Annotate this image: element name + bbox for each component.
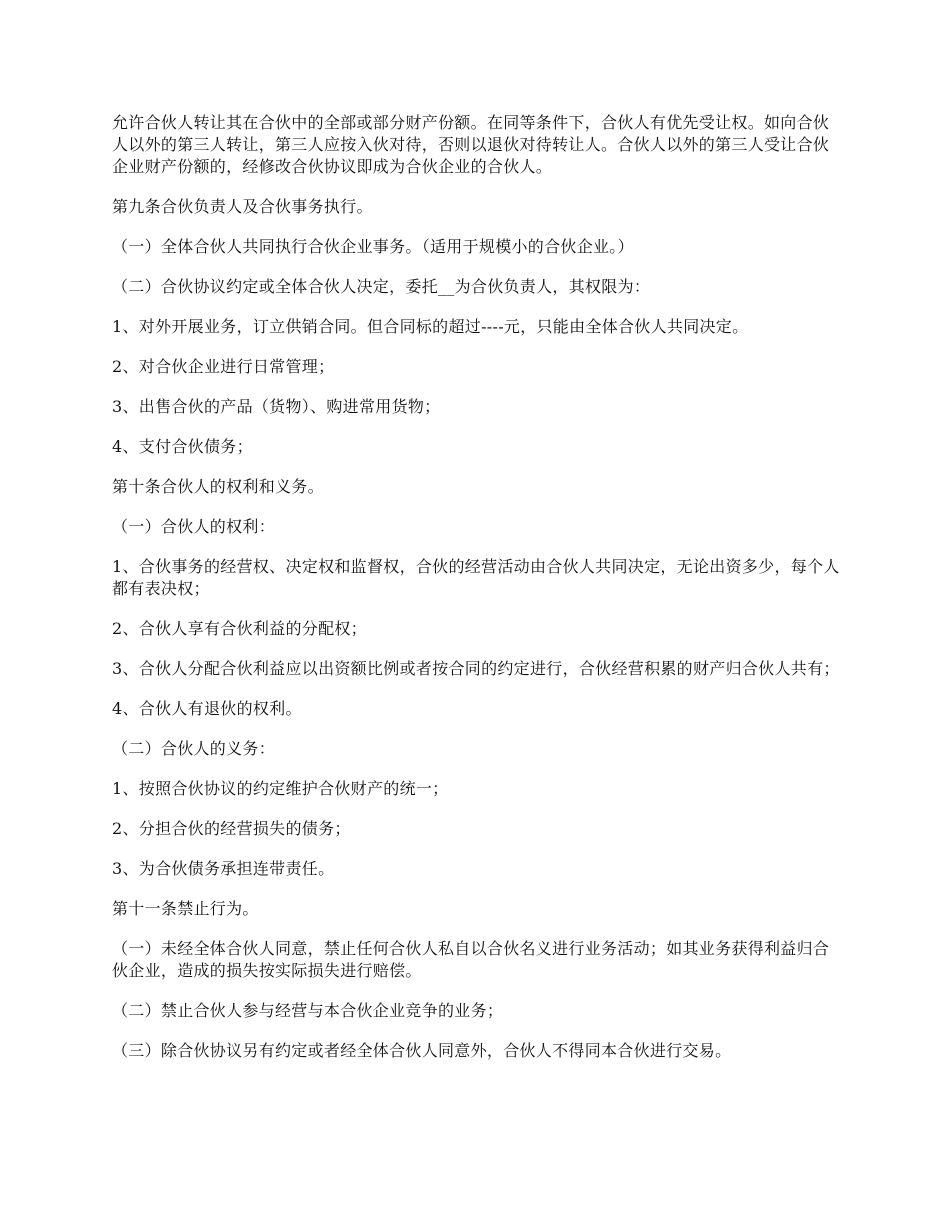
rights-item-4: 4、合伙人有退伙的权利。 — [112, 699, 302, 718]
authority-item-2: 2、对合伙企业进行日常管理； — [112, 357, 335, 376]
prohibition-item-2: （二）禁止合伙人参与经营与本合伙企业竞争的业务； — [112, 1001, 504, 1020]
partner-rights-heading: （一）合伙人的权利： — [112, 517, 276, 536]
document-page — [112, 112, 842, 1080]
paragraph-share-transfer: 允许合伙人转让其在合伙中的全部或部分财产份额。在同等条件下，合伙人有优先受让权。如向合伙人以外的第三人转让，第三人应按入伙对待，否则以退伙对待转让人。合伙人以外的第三人受让合伙企业财产份额的，经修改合伙协议即成为合伙企业的合伙人。 — [112, 113, 830, 176]
article-10-heading: 第十条合伙人的权利和义务。 — [112, 477, 324, 496]
partner-duties-heading: （二）合伙人的义务： — [112, 739, 276, 758]
authority-item-1: 1、对外开展业务，订立供销合同。但合同标的超过----元，只能由全体合伙人共同决定。 — [112, 317, 749, 336]
duties-item-2: 2、分担合伙的经营损失的债务； — [112, 819, 351, 838]
rights-item-1: 1、合伙事务的经营权、决定权和监督权，合伙的经营活动由合伙人共同决定，无论出资多少，每个人都有表决权； — [112, 557, 840, 598]
article-9-heading: 第九条合伙负责人及合伙事务执行。 — [112, 197, 373, 216]
rights-item-2: 2、合伙人享有合伙利益的分配权； — [112, 619, 367, 638]
authority-item-4: 4、支付合伙债务； — [112, 437, 253, 456]
duties-item-1: 1、按照合伙协议的约定维护合伙财产的统一； — [112, 779, 449, 798]
duties-item-3: 3、为合伙债务承担连带责任。 — [112, 859, 335, 878]
article-9-item-1: （一）全体合伙人共同执行合伙企业事务。（适用于规模小的合伙企业。） — [112, 237, 634, 256]
authority-item-3: 3、出售合伙的产品（货物）、购进常用货物； — [112, 397, 441, 416]
rights-item-3: 3、合伙人分配合伙利益应以出资额比例或者按合同的约定进行，合伙经营积累的财产归合伙人共有； — [112, 659, 840, 678]
article-11-heading: 第十一条禁止行为。 — [112, 899, 259, 918]
prohibition-item-3: （三）除合伙协议另有约定或者经全体合伙人同意外，合伙人不得同本合伙进行交易。 — [112, 1041, 732, 1060]
article-9-item-2: （二）合伙协议约定或全体合伙人决定，委托__为合伙负责人，其权限为： — [112, 277, 651, 296]
prohibition-item-1: （一）未经全体合伙人同意，禁止任何合伙人私自以合伙名义进行业务活动；如其业务获得利益归合伙企业，造成的损失按实际损失进行赔偿。 — [112, 939, 830, 980]
